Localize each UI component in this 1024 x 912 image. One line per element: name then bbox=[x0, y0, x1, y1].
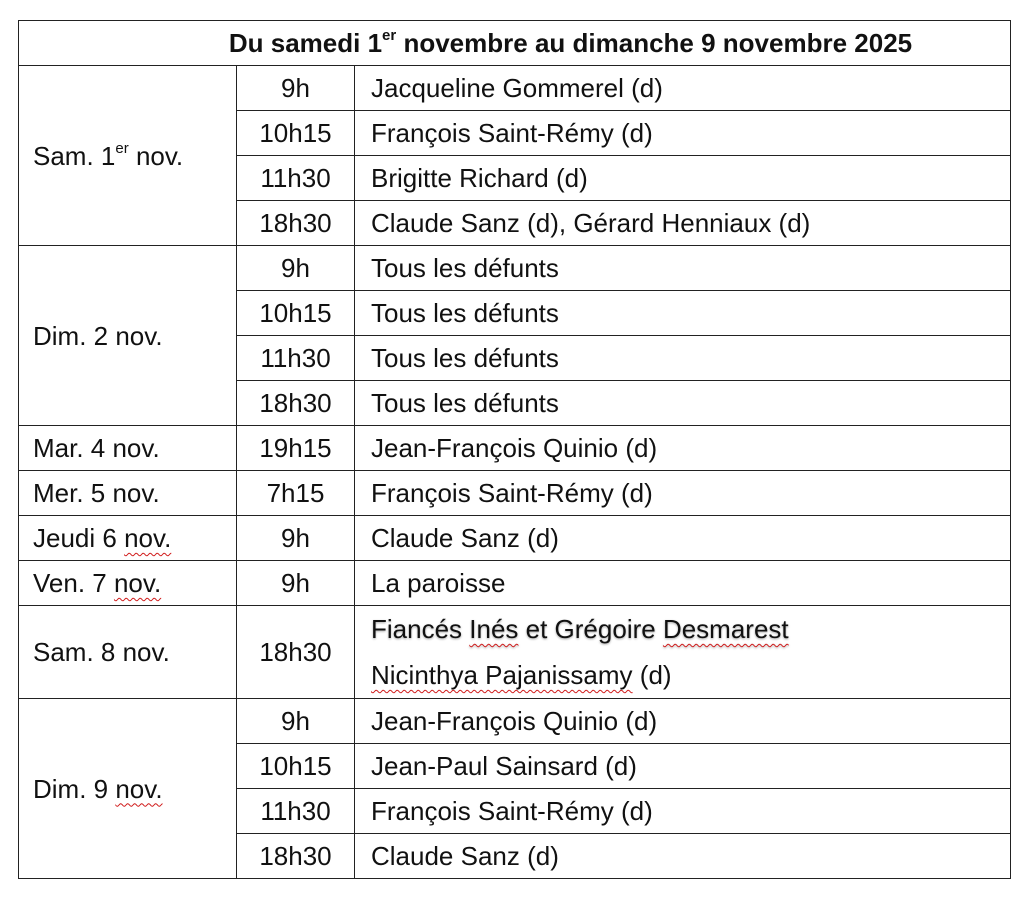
day-label-end: nov. bbox=[128, 140, 184, 171]
day-label: Sam. 8 nov. bbox=[33, 637, 170, 667]
intention-text: et Grégoire bbox=[518, 614, 663, 644]
intention-cell: François Saint-Rémy (d) bbox=[355, 471, 1011, 516]
intention-text-flagged: Inés bbox=[469, 614, 519, 644]
time-cell: 11h30 bbox=[237, 336, 355, 381]
day-cell bbox=[19, 561, 237, 606]
day-cell bbox=[19, 246, 237, 426]
title-text-end: novembre au dimanche 9 novembre 2025 bbox=[396, 28, 913, 58]
time-cell: 10h15 bbox=[237, 111, 355, 156]
table-body bbox=[19, 21, 1011, 879]
day-cell bbox=[19, 516, 237, 561]
table-row bbox=[19, 471, 1011, 516]
day-label: Sam. 1 bbox=[33, 140, 116, 171]
time-cell: 18h30 bbox=[237, 381, 355, 426]
time-cell: 7h15 bbox=[237, 471, 355, 516]
intention-line bbox=[371, 652, 1010, 698]
mass-intentions-table bbox=[18, 20, 1011, 879]
intention-cell: Jean-Paul Sainsard (d) bbox=[355, 744, 1011, 789]
day-label-flagged: nov. bbox=[113, 568, 162, 598]
day-cell bbox=[19, 426, 237, 471]
table-title bbox=[19, 21, 1011, 66]
intention-cell: Claude Sanz (d) bbox=[355, 516, 1011, 561]
intention-cell: Tous les défunts bbox=[355, 291, 1011, 336]
day-cell bbox=[19, 66, 237, 246]
day-superscript: er bbox=[115, 139, 129, 157]
intention-cell: Jean-François Quinio (d) bbox=[355, 426, 1011, 471]
day-label: Mer. 5 nov. bbox=[33, 478, 160, 508]
table-row bbox=[19, 516, 1011, 561]
intention-cell: François Saint-Rémy (d) bbox=[355, 789, 1011, 834]
day-cell bbox=[19, 699, 237, 879]
intention-text: Fiancés bbox=[371, 614, 470, 644]
intention-text-flagged: Desmarest bbox=[662, 614, 789, 644]
day-label: Dim. 9 bbox=[33, 773, 116, 804]
day-label-flagged: nov. bbox=[124, 523, 172, 553]
table-row bbox=[19, 246, 1011, 291]
time-cell: 9h bbox=[237, 246, 355, 291]
day-cell bbox=[19, 471, 237, 516]
time-cell: 19h15 bbox=[237, 426, 355, 471]
intention-cell: La paroisse bbox=[355, 561, 1011, 606]
time-cell: 11h30 bbox=[237, 789, 355, 834]
day-label: Ven. 7 bbox=[33, 568, 114, 598]
intention-cell: Claude Sanz (d) bbox=[355, 834, 1011, 879]
intention-cell bbox=[355, 606, 1011, 699]
time-cell: 11h30 bbox=[237, 156, 355, 201]
time-cell: 18h30 bbox=[237, 834, 355, 879]
title-row bbox=[19, 21, 1011, 66]
intention-text: (d) bbox=[632, 660, 672, 690]
time-cell: 10h15 bbox=[237, 744, 355, 789]
time-cell: 18h30 bbox=[237, 606, 355, 699]
day-label: Jeudi 6 bbox=[33, 523, 125, 553]
intention-cell: Tous les défunts bbox=[355, 246, 1011, 291]
time-cell: 18h30 bbox=[237, 201, 355, 246]
intention-cell: François Saint-Rémy (d) bbox=[355, 111, 1011, 156]
intention-text-flagged: Nicinthya Pajanissamy bbox=[371, 660, 633, 690]
title-superscript: er bbox=[382, 27, 397, 45]
intention-cell: Jean-François Quinio (d) bbox=[355, 699, 1011, 744]
day-label-flagged: nov. bbox=[115, 773, 163, 804]
intention-line bbox=[371, 606, 1010, 652]
day-cell bbox=[19, 606, 237, 699]
intention-cell: Brigitte Richard (d) bbox=[355, 156, 1011, 201]
table-row bbox=[19, 66, 1011, 111]
intention-cell: Jacqueline Gommerel (d) bbox=[355, 66, 1011, 111]
intention-cell: Tous les défunts bbox=[355, 381, 1011, 426]
time-cell: 9h bbox=[237, 699, 355, 744]
intention-cell: Tous les défunts bbox=[355, 336, 1011, 381]
time-cell: 9h bbox=[237, 516, 355, 561]
day-label: Mar. 4 nov. bbox=[33, 433, 160, 463]
table-row bbox=[19, 426, 1011, 471]
table-row bbox=[19, 699, 1011, 744]
time-cell: 10h15 bbox=[237, 291, 355, 336]
table-row bbox=[19, 561, 1011, 606]
time-cell: 9h bbox=[237, 561, 355, 606]
time-cell: 9h bbox=[237, 66, 355, 111]
table-row bbox=[19, 606, 1011, 699]
intention-cell: Claude Sanz (d), Gérard Henniaux (d) bbox=[355, 201, 1011, 246]
title-text: Du samedi 1 bbox=[228, 28, 383, 58]
day-label: Dim. 2 nov. bbox=[33, 320, 163, 351]
